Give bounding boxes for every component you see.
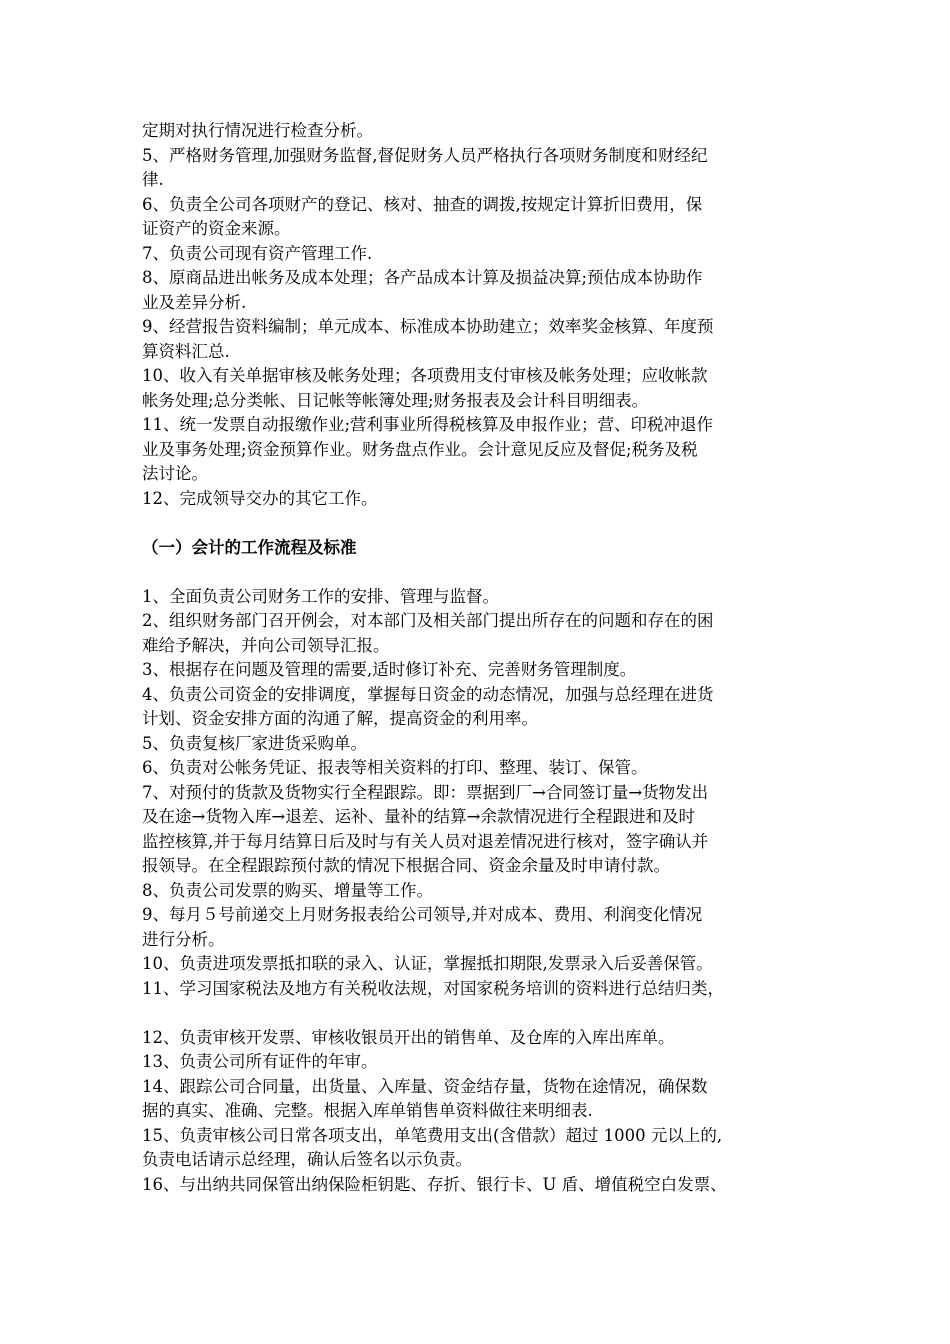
text-line: 业及事务处理;资金预算作业。财务盘点作业。会计意见反应及督促;税务及税 [142, 439, 698, 459]
text-line: 12、完成领导交办的其它工作。 [142, 488, 378, 508]
text-line: 11、学习国家税法及地方有关税收法规，对国家税务培训的资料进行总结归类， [142, 978, 724, 998]
text-line: 及在途→货物入库→退差、运补、量补的结算→余款情况进行全程跟进和及时 [142, 807, 695, 826]
text-line: 16、与出纳共同保管出纳保险柜钥匙、存折、银行卡、U 盾、增值税空白发票、 [142, 1174, 727, 1194]
text-line: 负责电话请示总经理，确认后签名以示负责。 [142, 1150, 472, 1169]
text-line: 5、严格财务管理,加强财务监督,督促财务人员严格执行各项财务制度和财经纪 [142, 145, 708, 165]
text-line: 报领导。在全程跟踪预付款的情况下根据合同、资金余量及时申请付款。 [142, 856, 670, 875]
duties-list-continued [142, 119, 822, 511]
text-line: 7、对预付的货款及货物实行全程跟踪。即：票据到厂→合同签订量→货物发出 [142, 782, 709, 802]
text-line: 7、负责公司现有资产管理工作. [142, 243, 373, 263]
document-body [142, 119, 822, 1197]
text-line: 定期对执行情况进行检查分析。 [142, 121, 373, 140]
text-line: 帐务处理;总分类帐、日记帐等帐簿处理;财务报表及会计科目明细表。 [142, 390, 649, 410]
text-line: 10、收入有关单据审核及帐务处理；各项费用支付审核及帐务处理；应收帐款 [142, 366, 708, 385]
text-line: 8、原商品进出帐务及成本处理；各产品成本计算及损益决算;预估成本协助作 [142, 268, 703, 287]
blank-line [142, 511, 822, 536]
text-line: 监控核算,并于每月结算日后及时与有关人员对退差情况进行核对，签字确认并 [142, 831, 709, 851]
text-line: 15、负责审核公司日常各项支出，单笔费用支出(含借款）超过 1000 元以上的, [142, 1125, 723, 1145]
text-line: 难给予解决，并向公司领导汇报。 [142, 635, 390, 655]
section-heading: （一）会计的工作流程及标准 [142, 537, 357, 557]
text-line: 4、负责公司资金的安排调度，掌握每日资金的动态情况，加强与总经理在进货 [142, 684, 714, 704]
text-line: 1、全面负责公司财务工作的安排、管理与监督。 [142, 586, 499, 606]
text-line: 2、组织财务部门召开例会，对本部门及相关部门提出所存在的问题和存在的困 [142, 611, 714, 630]
text-line: 5、负责复核厂家进货采购单。 [142, 733, 367, 753]
text-line: 12、负责审核开发票、审核收银员开出的销售单、及仓库的入库出库单。 [142, 1027, 675, 1047]
text-line: 律. [142, 170, 164, 189]
text-line: 9、每月５号前递交上月财务报表给公司领导,并对成本、费用、利润变化情况 [142, 905, 703, 924]
text-line: 据的真实、准确、完整。根据入库单销售单资料做往来明细表. [142, 1101, 593, 1120]
text-line: 进行分析。 [142, 929, 225, 949]
workflow-list-continued [142, 1026, 822, 1198]
blank-line [142, 1001, 822, 1026]
text-line: 13、负责公司所有证件的年审。 [142, 1052, 378, 1071]
text-line: 11、统一发票自动报缴作业;营利事业所得税核算及申报作业；营、印税冲退作 [142, 415, 714, 434]
text-line: 法讨论。 [142, 464, 208, 483]
text-line: 8、负责公司发票的购买、增量等工作。 [142, 880, 433, 900]
text-line: 10、负责进项发票抵扣联的录入、认证，掌握抵扣期限,发票录入后妥善保管。 [142, 954, 713, 973]
text-line: 计划、资金安排方面的沟通了解，提高资金的利用率。 [142, 709, 538, 728]
text-line: 3、根据存在问题及管理的需要,适时修订补充、完善财务管理制度。 [142, 660, 637, 679]
text-line: 6、负责对公帐务凭证、报表等相关资料的打印、整理、装订、保管。 [142, 758, 648, 777]
text-line: 算资料汇总. [142, 341, 230, 361]
text-line: 14、跟踪公司合同量，出货量、入库量、资金结存量，货物在途情况，确保数 [142, 1076, 708, 1096]
text-line: 业及差异分析. [142, 292, 247, 312]
workflow-list [142, 585, 822, 1002]
blank-line [142, 560, 822, 585]
text-line: 6、负责全公司各项财产的登记、核对、抽查的调拨,按规定计算折旧费用，保 [142, 194, 703, 214]
text-line: 证资产的资金来源。 [142, 219, 291, 238]
text-line: 9、经营报告资料编制；单元成本、标准成本协助建立；效率奖金核算、年度预 [142, 317, 714, 336]
